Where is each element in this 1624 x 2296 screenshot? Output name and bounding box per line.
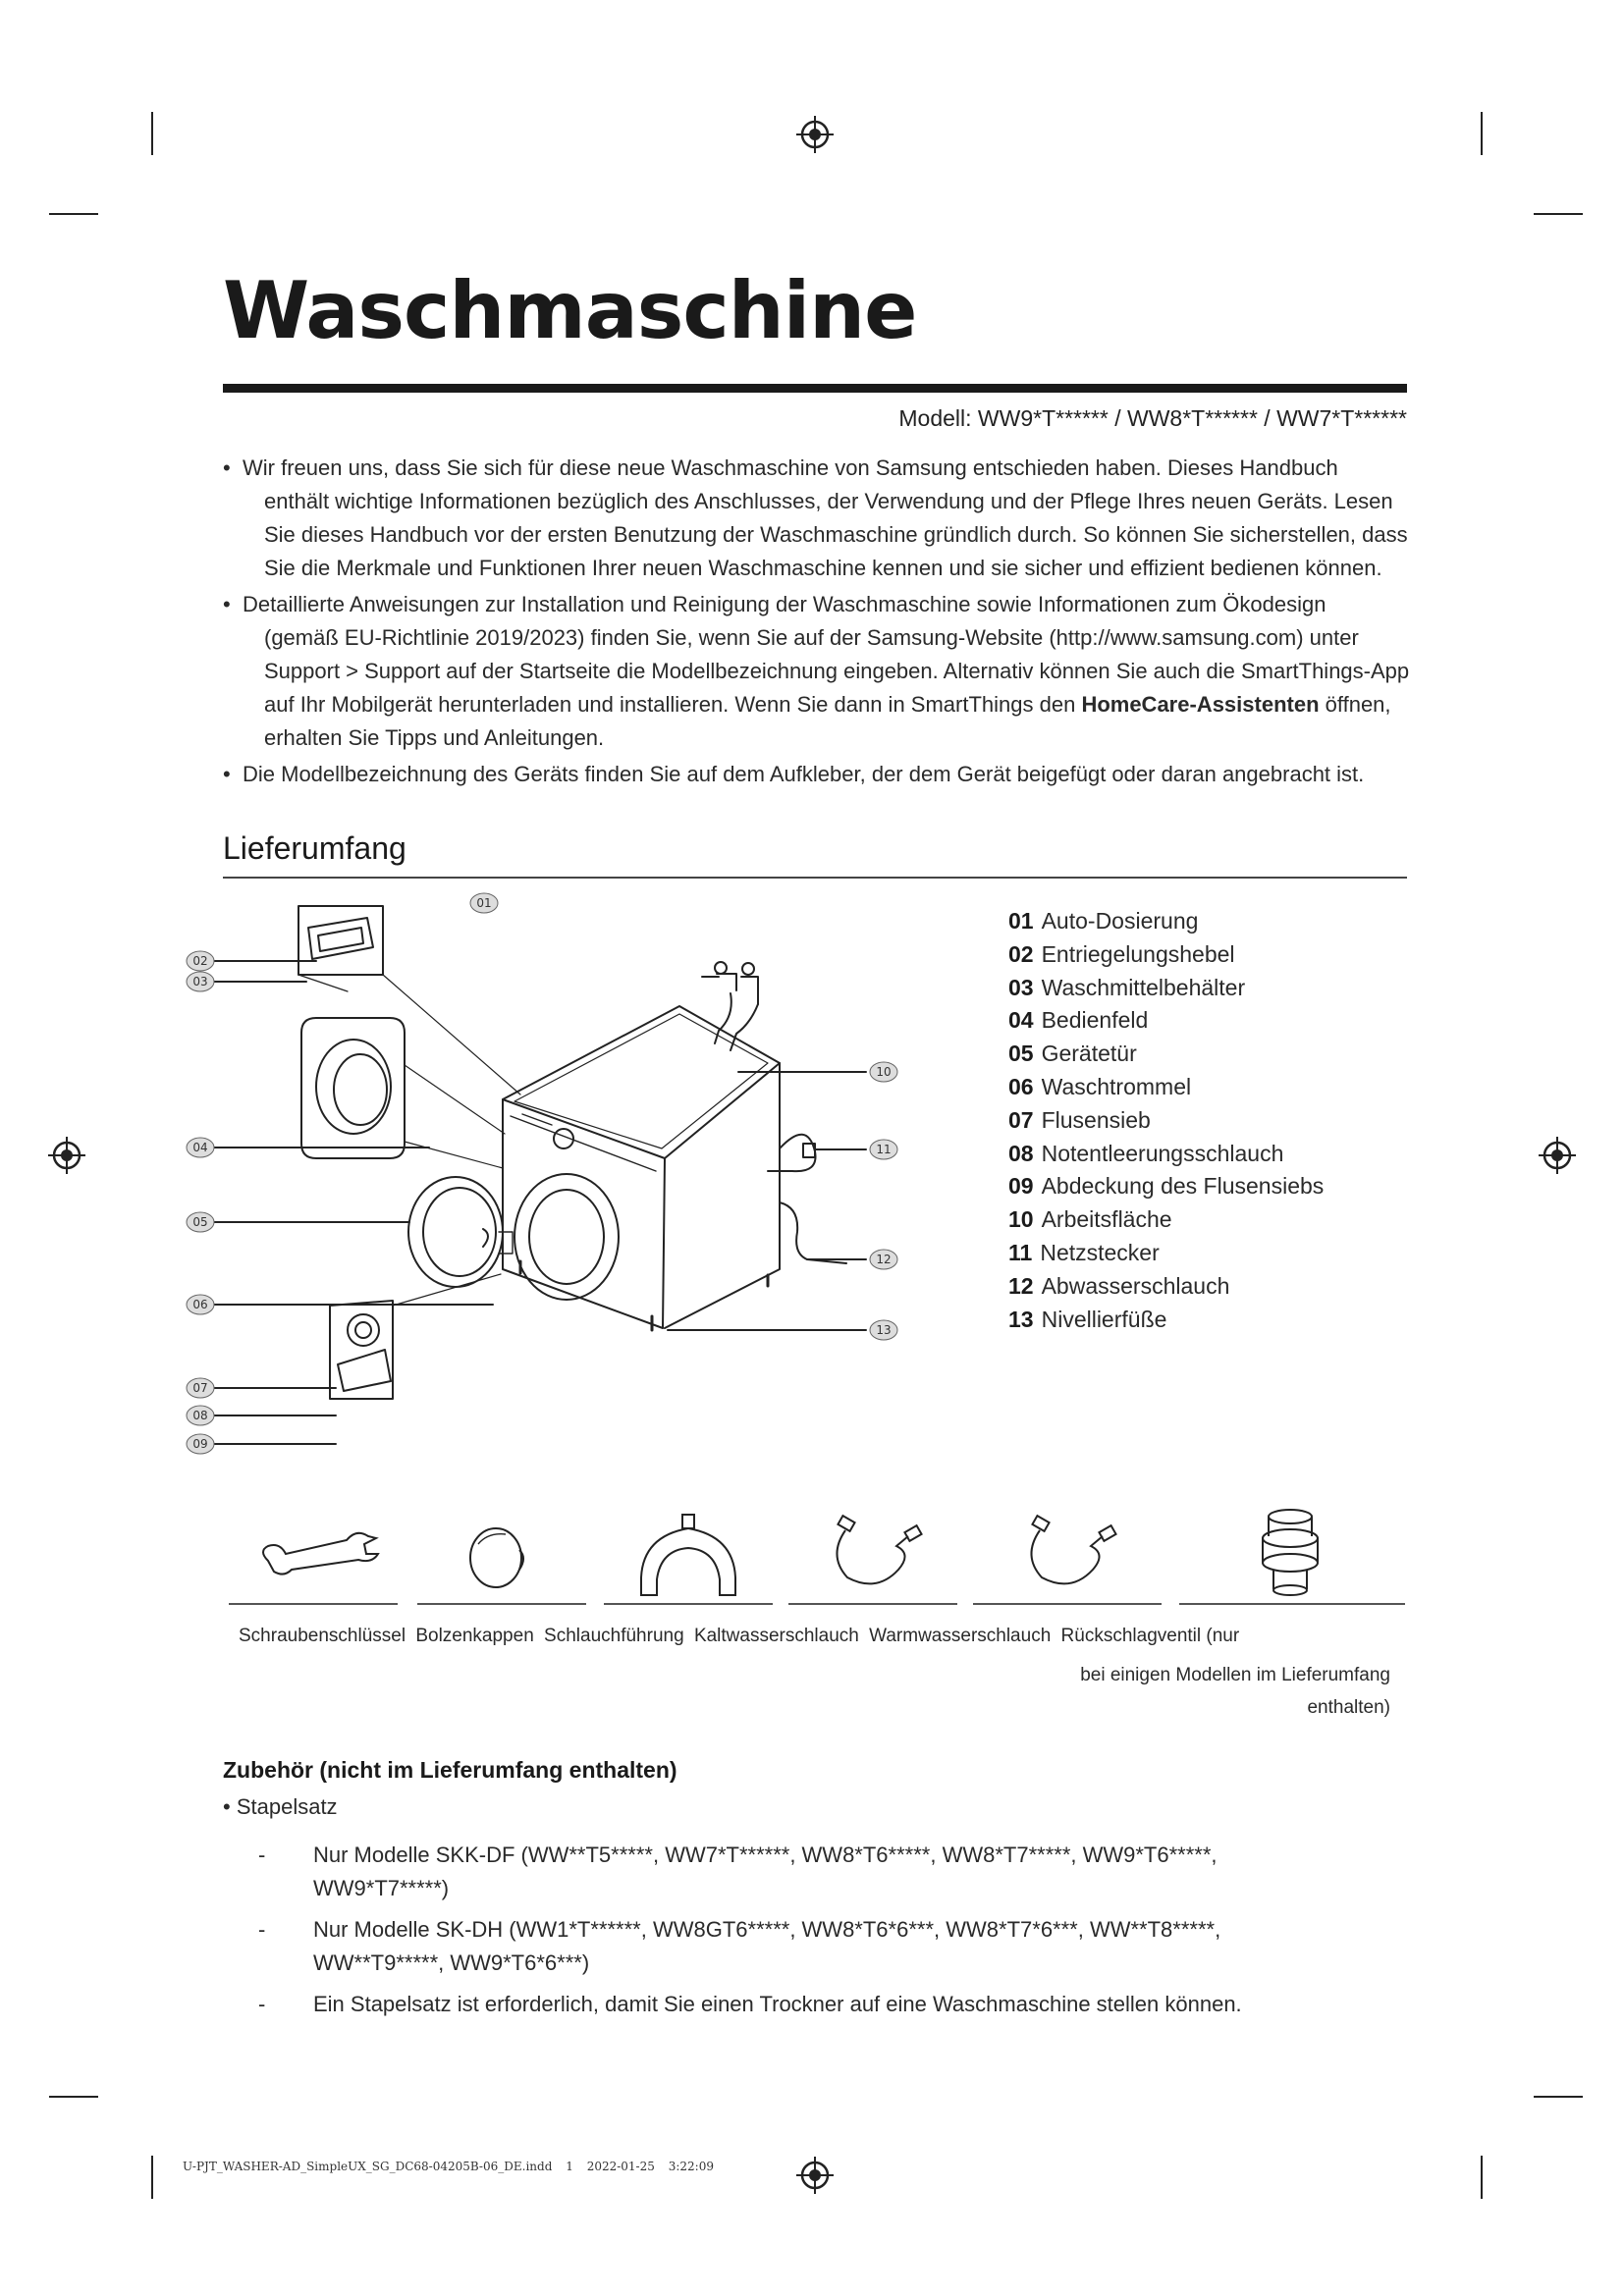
part-item: 02 Entriegelungshebel [1008,940,1235,967]
accessory-spanner [229,1507,398,1605]
svg-text:10: 10 [876,1065,892,1079]
accessory-labels [239,1626,1244,1647]
svg-text:04: 04 [192,1141,208,1154]
registration-mark-icon [47,1136,86,1175]
part-item: 08 Notentleerungsschlauch [1008,1140,1284,1166]
part-item: 06 Waschtrommel [1008,1073,1192,1099]
callout-01 [470,893,498,913]
callout-02 [187,951,214,971]
part-item: 07 Flusensieb [1008,1106,1151,1133]
crop-mark [1534,213,1583,215]
intro-item-rest: (gemäß EU-Richtlinie 2019/2023) finden Sie, wenn Sie auf der Samsung-Website (http://www.samsung.com) unter Support > Support auf der Startseite die Modellbezeichnung eingeben. Alternativ können Sie auch die SmartThings-App auf Ihr Mobilgerät herunterladen und installieren. Wenn Sie dann in SmartThings den [264,625,1410,717]
stacking-kit-list [258,1839,1338,2029]
warm-water-hose-icon [973,1507,1162,1600]
callout-10 [870,1062,897,1082]
title-rule [223,384,1407,393]
stacking-kit-item: - Ein Stapelsatz ist erforderlich, damit Sie einen Trockner auf eine Waschmaschine stellen können. [258,1988,1338,2021]
svg-text:09: 09 [192,1437,208,1451]
intro-item-rest-wrapper [243,621,1416,755]
print-slug: U-PJT_WASHER-AD_SimpleUX_SG_DC68-04205B-06_DE.indd 1 2022-01-25 3:22:09 [183,2160,714,2173]
intro-item-after: öffnen, erhalten Sie Tipps und Anleitungen. [264,692,1391,750]
callout-number: 01 [476,896,492,910]
part-item: 11 Netzstecker [1008,1239,1160,1265]
accessory-note: bei einigen Modellen im Lieferumfang enthalten) [1080,1665,1390,1718]
accessory-label: Warmwasserschlauch [869,1626,1052,1646]
part-item: 03 Waschmittelbehälter [1008,974,1246,1000]
accessory-label: Rückschlagventil (nur [1060,1626,1240,1646]
accessory-label: Schraubenschlüssel [239,1626,406,1646]
intro-item-first-line: Detaillierte Anweisungen zur Installation und Reinigung der Waschmaschine sowie Informationen zum Ökodesign [243,592,1326,616]
accessory-check-valve [1179,1507,1405,1605]
part-item: 13 Nivellierfüße [1008,1306,1167,1332]
part-item: 12 Abwasserschlauch [1008,1272,1230,1299]
homecare-assistant-text: HomeCare-Assistenten [1081,692,1320,717]
svg-text:03: 03 [192,975,208,988]
part-item: 05 Gerätetür [1008,1041,1137,1067]
crop-mark [151,2156,153,2199]
optional-accessories-heading: Zubehör (nicht im Lieferumfang enthalten) [223,1757,677,1783]
intro-item [223,452,1416,585]
callout-12 [870,1250,897,1269]
svg-text:12: 12 [876,1253,892,1266]
callout-09 [187,1434,214,1454]
accessory-warm-hose [973,1507,1162,1605]
svg-text:07: 07 [192,1381,208,1395]
section-rule [223,877,1407,879]
accessory-bolt-caps [417,1507,586,1605]
part-item: 09 Abdeckung des Flusensiebs [1008,1173,1325,1200]
registration-mark-icon [795,2156,835,2195]
accessory-label: Schlauchführung [544,1626,684,1646]
washing-machine-diagram [192,896,905,1468]
callout-04 [187,1138,214,1157]
part-item: 04 Bedienfeld [1008,1007,1149,1034]
svg-text:05: 05 [192,1215,208,1229]
callout-13 [870,1320,897,1340]
machine-body [503,1006,780,1158]
intro-item [223,588,1416,755]
intro-item [223,758,1416,791]
callout-05 [187,1212,214,1232]
dispenser-zoom-box [298,906,383,975]
hose-guide-icon [604,1507,773,1600]
model-line: Modell: WW9*T****** / WW8*T****** / WW7*T****** [898,405,1407,431]
callout-06 [187,1295,214,1314]
svg-text:08: 08 [192,1409,208,1422]
svg-text:13: 13 [876,1323,892,1337]
svg-text:11: 11 [876,1143,892,1156]
crop-mark [151,112,153,155]
intro-item-first-line: Die Modellbezeichnung des Geräts finden Sie auf dem Aufkleber, der dem Gerät beigefügt oder daran angebracht ist. [243,762,1365,786]
stacking-kit-item: - Nur Modelle SKK-DF (WW**T5*****, WW7*T******, WW8*T6*****, WW8*T7*****, WW9*T6*****, WW9*T7*****) [258,1839,1338,1905]
crop-mark [1481,2156,1483,2199]
accessory-hose-guide [604,1507,773,1605]
callout-08 [187,1406,214,1425]
registration-mark-icon [795,115,835,154]
page-title: Waschmaschine [223,265,917,356]
accessory-label: Kaltwasserschlauch [693,1626,859,1646]
accessory-cold-hose [788,1507,957,1605]
crop-mark [49,213,98,215]
stacking-kit-bullet: • Stapelsatz [223,1794,338,1819]
svg-text:06: 06 [192,1298,208,1311]
part-item: 01 Auto-Dosierung [1008,908,1199,934]
accessories-row [229,1507,1407,1605]
intro-item-first-line: Wir freuen uns, dass Sie sich für diese neue Waschmaschine von Samsung entschieden haben. Dieses Handbuch [243,455,1338,480]
intro-item-rest: enthält wichtige Informationen bezüglich des Anschlusses, der Verwendung und der Pflege Ihres neuen Geräts. Lesen Sie dieses Handbuch vor der ersten Benutzung der Waschmaschine gründlich durch. So können Sie sicherstellen, dass Sie die Merkmale und Funktionen Ihrer neuen Waschmaschine kennen und sie sicher und effizient bedienen können. [264,489,1408,580]
parts-list [1008,905,1324,1336]
spanner-icon [229,1507,398,1600]
bolt-cap-icon [417,1507,586,1600]
crop-mark [1534,2096,1583,2098]
crop-mark [1481,112,1483,155]
crop-mark [49,2096,98,2098]
check-valve-icon [1179,1507,1405,1600]
svg-text:02: 02 [192,954,208,968]
accessory-label: Bolzenkappen [415,1626,534,1646]
cold-water-hose-icon [788,1507,957,1600]
callout-07 [187,1378,214,1398]
section-title: Lieferumfang [223,830,406,866]
part-item: 10 Arbeitsfläche [1008,1206,1172,1233]
callout-11 [870,1140,897,1159]
callout-03 [187,972,214,991]
intro-list [223,452,1416,794]
registration-mark-icon [1538,1136,1577,1175]
stacking-kit-item: - Nur Modelle SK-DH (WW1*T******, WW8GT6*****, WW8*T6*6***, WW8*T7*6***, WW**T8*****, WW**T9*****, WW9*T6*6***) [258,1913,1338,1980]
